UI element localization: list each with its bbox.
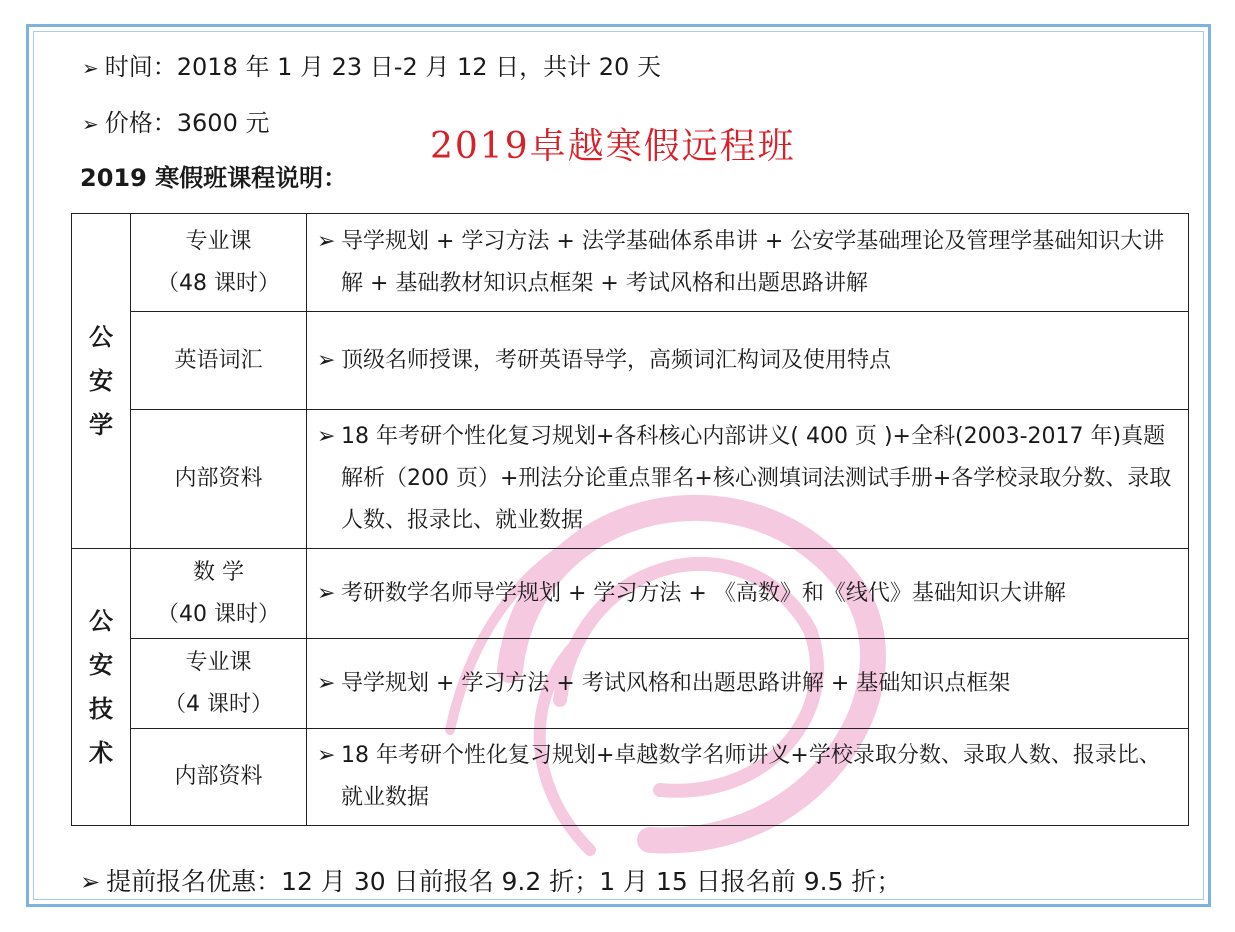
description-cell xyxy=(307,729,1189,826)
subject-name: 内部资料 xyxy=(174,764,263,789)
table-row xyxy=(72,214,1189,312)
price-line xyxy=(82,108,269,139)
category-security-technology xyxy=(72,549,131,826)
subject-cell xyxy=(131,549,307,639)
table-row xyxy=(72,410,1189,549)
description-cell xyxy=(307,639,1189,729)
arrowhead-icon: ➢ xyxy=(317,580,336,606)
description-text: 18 年考研个性化复习规划+卓越数学名师讲义+学校录取分数、录取人数、报录比、就业数据 xyxy=(341,743,1161,810)
category-char: 术 xyxy=(89,739,113,767)
category-char: 安 xyxy=(89,651,113,679)
subject-name: 专业课 xyxy=(185,649,252,675)
description-cell xyxy=(307,312,1189,410)
subject-cell xyxy=(131,312,307,410)
arrowhead-icon: ➢ xyxy=(317,347,336,373)
description-text: 18 年考研个性化复习规划+各科核心内部讲义( 400 页 )+全科(2003-2017 年)真题解析（200 页）+刑法分论重点罪名+核心测填词法测试手册+各学校录取分数、录取人数、报录比、就业数据 xyxy=(341,424,1172,533)
description-text: 导学规划 + 学习方法 + 法学基础体系串讲 + 公安学基础理论及管理学基础知识大讲解 + 基础教材知识点框架 + 考试风格和出题思路讲解 xyxy=(341,228,1165,296)
arrowhead-icon: ➢ xyxy=(317,424,336,449)
discount-text: 提前报名优惠：12 月 30 日前报名 9.2 折；1 月 15 日报名前 9.5 折； xyxy=(106,867,902,896)
subject-name: 数 学 xyxy=(193,559,244,585)
description-cell xyxy=(307,214,1189,312)
arrowhead-icon: ➢ xyxy=(317,743,336,768)
time-text: 时间：2018 年 1 月 23 日-2 月 12 日，共计 20 天 xyxy=(104,53,661,81)
subject-name: 英语词汇 xyxy=(174,347,263,373)
course-subtitle: 2019 寒假班课程说明： xyxy=(80,164,348,192)
subject-hours: （4 课时） xyxy=(164,691,273,717)
price-text: 价格：3600 元 xyxy=(104,109,270,137)
category-char: 公 xyxy=(89,323,113,351)
subject-name: 专业课 xyxy=(185,228,252,254)
discount-line xyxy=(80,862,901,898)
category-char: 公 xyxy=(89,607,113,635)
course-table xyxy=(71,213,1189,826)
category-char: 技 xyxy=(89,695,113,723)
category-char: 学 xyxy=(89,411,113,439)
arrowhead-icon: ➢ xyxy=(317,228,336,254)
subject-cell xyxy=(131,214,307,312)
description-text: 顶级名师授课，考研英语导学，高频词汇构词及使用特点 xyxy=(341,347,892,373)
course-title: 2019卓越寒假远程班 xyxy=(430,126,796,167)
table-row xyxy=(72,549,1189,639)
category-public-security xyxy=(72,214,131,549)
arrowhead-icon: ➢ xyxy=(317,670,336,696)
description-cell xyxy=(307,549,1189,639)
subject-cell xyxy=(131,410,307,549)
arrowhead-icon: ➢ xyxy=(82,112,99,136)
table-row xyxy=(72,729,1189,826)
category-char: 安 xyxy=(89,367,113,395)
subject-cell xyxy=(131,729,307,826)
arrowhead-icon: ➢ xyxy=(82,56,99,80)
time-line xyxy=(82,52,661,83)
subject-hours: （40 课时） xyxy=(157,601,280,627)
subject-hours: （48 课时） xyxy=(157,270,280,296)
table-row xyxy=(72,639,1189,729)
description-text: 考研数学名师导学规划 + 学习方法 + 《高数》和《线代》基础知识大讲解 xyxy=(341,580,1066,606)
description-text: 导学规划 + 学习方法 + 考试风格和出题思路讲解 + 基础知识点框架 xyxy=(341,670,1011,696)
table-row xyxy=(72,312,1189,410)
subject-cell xyxy=(131,639,307,729)
arrowhead-icon: ➢ xyxy=(80,868,101,896)
description-cell xyxy=(307,410,1189,549)
subject-name: 内部资料 xyxy=(174,466,263,491)
